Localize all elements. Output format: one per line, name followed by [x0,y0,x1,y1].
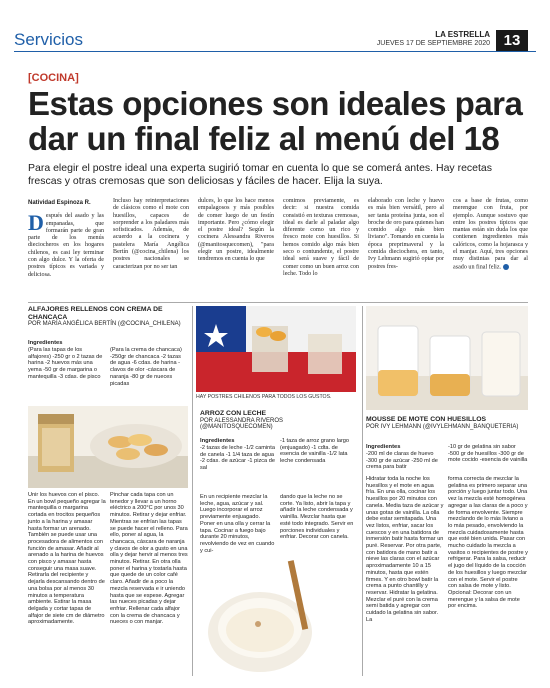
recipe1-ingredients-left [28,340,106,381]
kicker: [COCINA] [28,72,79,84]
kicker-label: COCINA [31,72,76,84]
recipe-mousse-mote [366,416,528,430]
recipe2-steps-left: En un recipiente mezclar la leche, agua, azúcar y sal. Luego incorporar el arroz previamente enjuagado. Poner en una olla y cerrar la tapa. Cocinar a fuego bajo durante 20 minutos, revolviendo de vez en cuando y cui- [200,494,275,554]
body-column-1 [28,200,104,279]
recipe2-ingredients-right: -1 taza de arroz grano largo (enjuagado) -1 cdta. de esencia de vainilla -1/2 lata leche condensada [280,438,350,465]
ingredients-list: -200 ml de claras de huevo -300 gr de azúcar -250 ml de crema para batir [366,451,438,471]
recipe1-steps-right: Pinchar cada tapa con un tenedor y llevar a un horno eléctrico a 200°C por unos 30 minutos. Retirar y dejar enfriar. Mientras se enfrían las tapas se puede hacer el relleno. Para ello, poner al agua, la chancaca, cáscara de naranja y clavos de olor a gusto en una olla y dejar hervir al menos tres minutos. Retirar. En otra olla poner el harina y tostarla hasta que quede de un color café claro. Añadir de a poco la mezcla reservada e ir uniendo hasta que se espese. Agregar las nueces picadas y dejar enfriar. Rellenar cada alfajor con la crema de chancaca y nueces o con manjar. [110,492,188,626]
deck: Para elegir el postre ideal una experta sugirió tomar en cuenta lo que se comerá antes. Hay recetas frescas y otras cremosas que son deliciosas y fáciles de hacer. Elija la suya. [28,162,493,187]
ingredients-list: (Para la crema de chancaca) -250gr de chancaca -2 tazas de agua -6 cdas. de harina -clavos de olor -cáscara de naranja -80 gr de nueces picadas [110,347,182,387]
recipe3-steps-left: Hidratar toda la noche los huesillos y el mote en agua fría. En una olla, cocinar los huesillos por 20 minutos con canela. Media taza de azúcar y unas gotas de vainilla. La olla debe estar semitapada. Una vez listos, enfriar, sacar los cuescos y en una batidora de inmersión batir hasta formar un puré. Reservar. Por otra parte, con batidora de mano batir a nieve las claras con el azúcar aproximadamente 10 a 15 minutos, hasta que estén firmes. Y en otro bowl batir la crema a punto chantilly y reservar. Hidratar la gelatina. Mezclar el puré con la crema semi batida y agregar con cuidado la gelatina sin sabor. La [366,476,444,623]
recipe3-ingredients-left [366,444,444,471]
recipe2-ingredients-left [200,438,276,472]
column-divider [192,306,193,676]
recipe-title: ARROZ CON LECHE [200,410,267,417]
byline: Natividad Espinoza R. [28,200,91,206]
mote-mousse-photo [366,306,528,410]
recipe-author: POR MARÍA ANGÉLICA BERTÍN (@COCINA_CHILENA) [28,321,181,328]
body-column-6 [453,198,528,271]
photo-caption: HAY POSTRES CHILENOS PARA TODOS LOS GUSTOS. [196,394,332,400]
article-body [28,198,528,300]
section-name: Servicios [14,30,83,49]
alfajores-illustration [28,406,188,488]
body-column-2: Incluso hay reinterpretaciones de clásicos como el mote con huesillos, capaces de sorprender a los paladares más sofisticados. Además, de acuerdo a la cocinera y pastelera María Angélica Bertín (@cocina_chilena) los postres nacionales se caracterizan por no ser tan [113,198,189,270]
header-rule [14,51,536,52]
body-text-6: cos a base de frutas, como merengue con fruta, por ejemplo. Aunque sostuvo que entre los postres típicos que mantas están sin duda los que contienen ingredientes más calóricos, como la hojarasca y el manjar. Aquí, tres opciones muy distintas para dar al asado un final feliz. [453,198,528,271]
ingredients-heading: Ingredientes [366,444,401,450]
page-header [0,0,550,52]
mousse-glasses-illustration [366,306,528,410]
body-column-4: comimos previamente, es decir: si nuestra comida consistió en texturas cremosas, ideal es darle al paladar algo diferente como un rico y fresco mote con huesillos. Si hemos comido algo más bien seco o contundente, el postre ideal será suave y fácil de comer como un buen arroz con leche. Todo lo [283,198,359,277]
issue-date: JUEVES 17 DE SEPTIEMBRE 2020 [376,40,490,47]
ingredients-list: -2 tazas de leche -1/2 caminta de canela -1 1/4 taza de agua -2 cdas. de azúcar -1 pizca de sal [200,445,275,472]
recipe-title: MOUSSE DE MOTE CON HUESILLOS [366,416,487,423]
recipe-author: POR IVY LEHMANN (@IVYLEHMANN_BANQUETERIA) [366,423,519,430]
body-column-5: elaborado con leche y huevo es más bien versátil, pero al ser tanta proteína junta, son el broche de oro para quienes han comido algo más bien liviano". Tomando en cuenta la época preprimaveral y la comida dieciochera, en tanto, Ivy Lehmann sugirió optar por postres fres- [368,198,444,270]
column-divider [362,306,363,676]
recipe-title: ALFAJORES RELLENOS CON CREMA DE CHANCACA [28,306,163,321]
headline: Estas opciones son ideales para dar un final feliz al menú del 18 [28,85,523,157]
chilean-flag-illustration [196,306,356,392]
ingredients-heading: Ingredientes [28,340,63,346]
body-column-3: dulces, lo que los hace menos empalagosos y más posibles de comer luego de un festín importante. Pero ¿cómo elegir el postre ideal? Según la cocinera Alessandra Riveros (@manitosquecomen), "para elegir un postre, idealmente tendremos en cuenta lo que [198,198,274,263]
ingredients-heading: Ingredientes [200,438,235,444]
recipe1-ingredients-right [110,340,188,387]
recipe-alfajores [28,306,188,328]
recipe-arroz-con-leche [200,410,356,431]
dropcap: D [28,210,44,236]
recipe3-ingredients-right: -10 gr de gelatina sin sabor -500 gr de huesillos -300 gr de mote cocido -esencia de vainilla [448,444,528,464]
recipe2-steps-right: dando que la leche no se corte. Ya listo, abrir la tapa y añadir la leche condensada y vainilla. Mezclar hasta que esté todo integrado. Servir en porciones individuales y enfriar. Decorar con canela. [280,494,354,541]
section-divider [28,302,528,303]
end-mark-icon [503,264,509,270]
flag-dessert-photo [196,306,356,392]
recipe3-steps-right: forma correcta de mezclar la gelatina es primero separar una porción y luego juntar todo. Una vez la mezcla esté homogénea agregar a las claras de a poco y de forma envolvente. Siempre mezclando de lo más liviano a lo más pesado, envolviendo la mezcla cuidadosamente hasta que esté bien unida. Pasar con mucho cuidado la mezcla a vasitos o recipientes de postre y refrigerar. Para la salsa, reducir el jugo del líquido de la cocción de los huesillos y luego mezclar con el mote. Servir el postre con salsa de mote y listo. Opcional: Decorar con un merengue y la salsa de mote por encima. [448,476,528,610]
ingredients-list: (Para las tapas de los alfajores) -250 gr o 2 tazas de harina -2 huevos más una yema -50 gr de margarina o mantequilla -3 cdas. de pisco [28,347,103,380]
recipe-author: POR ALESSANDRA RIVEROS (@MANITOSQUECOMEN) [200,417,284,431]
body-text-1: espués del asado y las empanadas, que formarán parte de gran parte de los menús dieciocheros en los hogares chilenos, es casi ley terminar con algo dulce. Y la oferta de postres típicos es variada y deliciosa. [28,213,104,278]
alfajores-photo [28,406,188,488]
page-number: 13 [496,30,528,52]
arroz-con-leche-photo [200,560,360,680]
rice-pudding-illustration [200,560,360,680]
newspaper-name: LA ESTRELLA [435,30,490,39]
recipe1-steps-left: Unir los huevos con el pisco. En un bowl pequeño agregar la mantequilla o margarina cortada en trocitos pequeños junto a la harina y amasar hasta formar un arenado. También se puede usar una procesadora de alimentos con función de amasar. Añadir al arenado a la harina de huevos con pisco y amasar hasta conseguir una masa suave. Retirarla del recipiente y dejarla descansando dentro de una bolsa por al menos 30 minutos a temperatura ambiente. Estirar la masa delgada y cortar tapas de alfajor de siete cm de diámetro aproximadamente. [28,492,106,626]
